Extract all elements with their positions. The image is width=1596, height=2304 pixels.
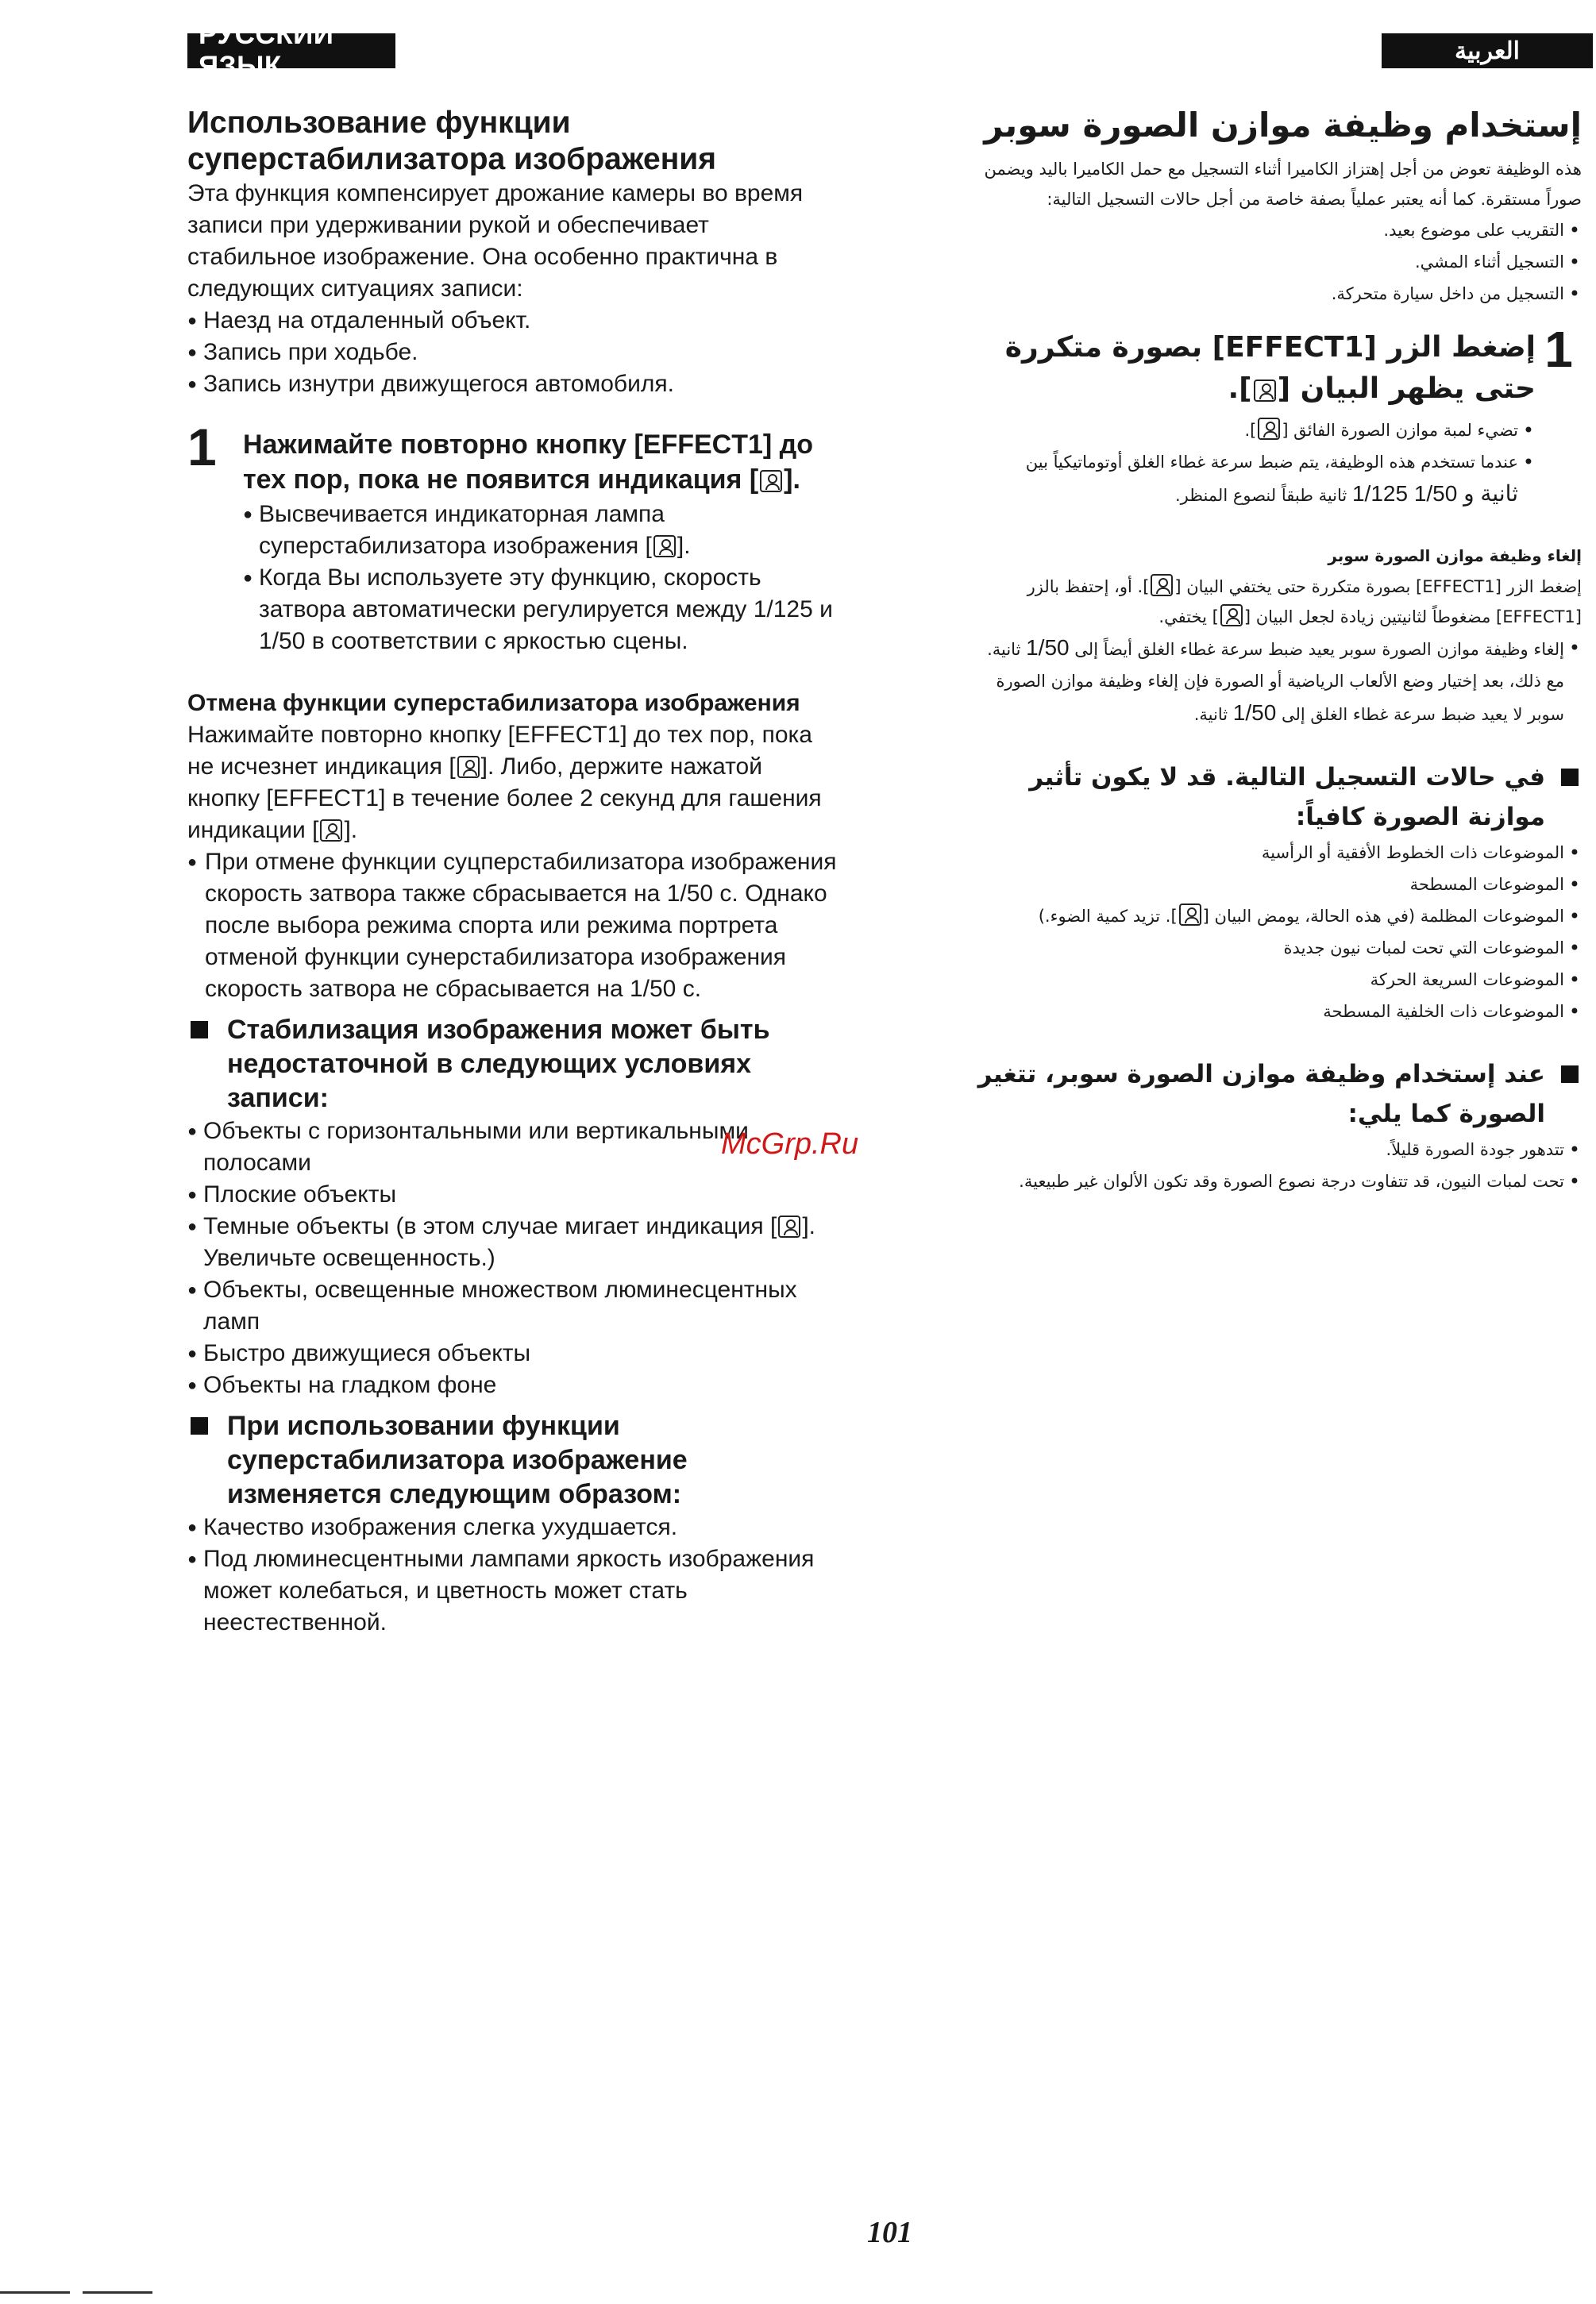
list-item: ● Качество изображения слегка ухудшается. — [187, 1512, 838, 1543]
list-item: • التسجيل من داخل سيارة متحركة. — [969, 278, 1582, 310]
list-item: ● Темные объекты (в этом случае мигает индикация [ ]. Увеличьте освещенность.) — [187, 1211, 838, 1274]
square-bullet-icon — [1561, 769, 1579, 786]
list-item: ● Высвечивается индикаторная лампа суперстабилизатора изображения [ ]. — [243, 499, 838, 562]
ru-cancel-heading: Отмена функции суперстабилизатора изображения — [187, 690, 800, 716]
list-item: ● Запись изнутри движущегося автомобиля. — [187, 368, 838, 400]
list-item: ● При отмене функции суцперстабилизатора изображения скорость затвора также сбрасывается на 1/50 с. Однако после выбора режима спорта или режима портрета отменой функции сунерстабилизатора изображения скорость затвора не сбрасывается на 1/50 с. — [187, 846, 838, 1005]
ru-situations-list — [187, 305, 838, 400]
ru-cancel-text: Нажимайте повторно кнопку [EFFECT1] до тех пор, пока не исчезнет индикация [ ]. Либо, держите нажатой кнопку [EFFECT1] в течение более 2 секунд для гашения индикации [ ]. — [187, 722, 822, 843]
stabilizer-icon — [457, 756, 480, 778]
ar-step-notes — [969, 414, 1536, 511]
list-item: ● Запись при ходьбе. — [187, 337, 838, 368]
stabilizer-icon — [1151, 574, 1173, 596]
language-label-russian: РУССКИЙ ЯЗЫК — [187, 33, 395, 68]
list-item: • تحت لمبات النيون، قد تتفاوت درجة نصوع الصورة وقد تكون الألوان غير طبيعية. — [969, 1165, 1582, 1197]
ar-intro: هذه الوظيفة تعوض من أجل إهتزاز الكاميرا أثناء التسجيل مع حمل الكاميرا باليد ويضمن صوراً مستقرة. كما أنه يعتبر عملياً بصفة خاصة من أجل حالات التسجيل التالية: — [984, 160, 1582, 209]
step-number: 1 — [187, 418, 217, 476]
watermark: McGrp.Ru — [721, 1127, 859, 1161]
list-item: ● Объекты на гладком фоне — [187, 1370, 838, 1401]
russian-column — [187, 105, 838, 1639]
list-item: • تتدهور جودة الصورة قليلاً. — [969, 1134, 1582, 1165]
stabilizer-icon — [778, 1216, 800, 1238]
list-item: • الموضوعات ذات الخلفية المسطحة — [969, 996, 1582, 1027]
ru-step-title: Нажимайте повторно кнопку [EFFECT1] до тех пор, пока не появится индикация [ ]. — [243, 430, 814, 495]
list-item: ● Под люминесцентными лампами яркость изображения может колебаться, и цветность может стать неестественной. — [187, 1543, 838, 1639]
stabilizer-icon — [1258, 418, 1280, 440]
ar-changes-list — [969, 1134, 1582, 1197]
list-item: • عندما تستخدم هذه الوظيفة، يتم ضبط سرعة غطاء الغلق أوتوماتيكياً بين 1/125 ثانية و 1/50 ثانية طبقاً لنصوع المنظر. — [969, 446, 1536, 511]
ar-situations-list — [969, 214, 1582, 310]
ar-step-title: إضغط الزر [EFFECT1] بصورة متكررة حتى يظهر البيان []. — [1004, 331, 1536, 405]
corner-mark — [83, 2291, 152, 2294]
list-item: ● Когда Вы используете эту функцию, скорость затвора автоматически регулируется между 1/125 и 1/50 в соответствии с яркостью сцены. — [243, 562, 838, 657]
list-item: • إلغاء وظيفة موازن الصورة سوبر يعيد ضبط سرعة غطاء الغلق أيضاً إلى 1/50 ثانية. مع ذلك، بعد إختيار وضع الألعاب الرياضية أو الصورة فإن إلغاء وظيفة موازن الصورة سوبر لا يعيد ضبط سرعة غطاء الغلق إلى 1/50 ثانية. — [969, 632, 1582, 730]
square-bullet-icon — [191, 1417, 208, 1435]
ar-insufficient-list — [969, 837, 1582, 1027]
list-item: ● Быстро движущиеся объекты — [187, 1338, 838, 1370]
ar-cancel-heading: إلغاء وظيفة موازن الصورة سوبر — [1328, 546, 1582, 565]
list-item: • الموضوعات ذات الخطوط الأفقية أو الرأسية — [969, 837, 1582, 869]
list-item: • التسجيل أثناء المشي. — [969, 246, 1582, 278]
ar-section-title: إستخدام وظيفة موازن الصورة سوبر — [984, 106, 1582, 144]
list-item: • الموضوعات المسطحة — [969, 869, 1582, 900]
list-item: ● Плоские объекты — [187, 1179, 838, 1211]
ru-step-1 — [187, 418, 838, 657]
step-number: 1 — [1544, 321, 1573, 378]
arabic-column — [969, 103, 1582, 1197]
corner-mark — [0, 2291, 70, 2294]
ru-changes-list — [187, 1512, 838, 1639]
ar-insufficient-heading: في حالات التسجيل التالية. قد لا يكون تأثير موازنة الصورة كافياً: — [969, 757, 1582, 837]
list-item: • التقريب على موضوع بعيد. — [969, 214, 1582, 246]
ru-insufficient-heading: Стабилизация изображения может быть недостаточной в следующих условиях записи: — [187, 1013, 838, 1115]
stabilizer-icon — [1179, 903, 1201, 926]
stabilizer-icon — [760, 470, 782, 492]
list-item: • الموضوعات السريعة الحركة — [969, 964, 1582, 996]
ru-section-title: Использование функции суперстабилизатора изображения — [187, 106, 716, 176]
ru-step-notes — [243, 499, 838, 657]
language-label-arabic: العربية — [1382, 33, 1593, 68]
stabilizer-icon — [1254, 380, 1276, 402]
page-number: 101 — [867, 2216, 912, 2249]
stabilizer-icon — [1220, 604, 1243, 626]
square-bullet-icon — [191, 1021, 208, 1038]
ar-step-1 — [969, 321, 1582, 511]
ru-changes-heading: При использовании функции суперстабилизатора изображение изменяется следующим образом: — [187, 1409, 838, 1512]
stabilizer-icon — [653, 535, 676, 557]
ru-cancel-notes — [187, 846, 838, 1005]
ar-cancel-text: إضغط الزر [EFFECT1] بصورة متكررة حتى يختفي البيان []. أو، إحتفظ بالزر [EFFECT1] مضغوطاً لثانيتين زيادة لجعل البيان [] يختفي. — [969, 572, 1582, 632]
ar-cancel-notes — [969, 632, 1582, 730]
list-item: ● Наезд на отдаленный объект. — [187, 305, 838, 337]
ru-intro: Эта функция компенсирует дрожание камеры во время записи при удерживании рукой и обеспечивает стабильное изображение. Она особенно практична в следующих ситуациях записи: — [187, 180, 804, 302]
list-item: • الموضوعات المظلمة (في هذه الحالة، يومض البيان []. تزيد كمية الضوء.) — [969, 900, 1582, 932]
list-item: • تضيء لمبة موازن الصورة الفائق []. — [969, 414, 1536, 446]
square-bullet-icon — [1561, 1065, 1579, 1083]
list-item: • الموضوعات التي تحت لمبات نيون جديدة — [969, 932, 1582, 964]
ar-changes-heading: عند إستخدام وظيفة موازن الصورة سوبر، تتغير الصورة كما يلي: — [969, 1054, 1582, 1134]
list-item: ● Объекты с горизонтальными или вертикальными полосами — [187, 1115, 838, 1179]
stabilizer-icon — [320, 819, 342, 842]
list-item: ● Объекты, освещенные множеством люминесцентных ламп — [187, 1274, 838, 1338]
